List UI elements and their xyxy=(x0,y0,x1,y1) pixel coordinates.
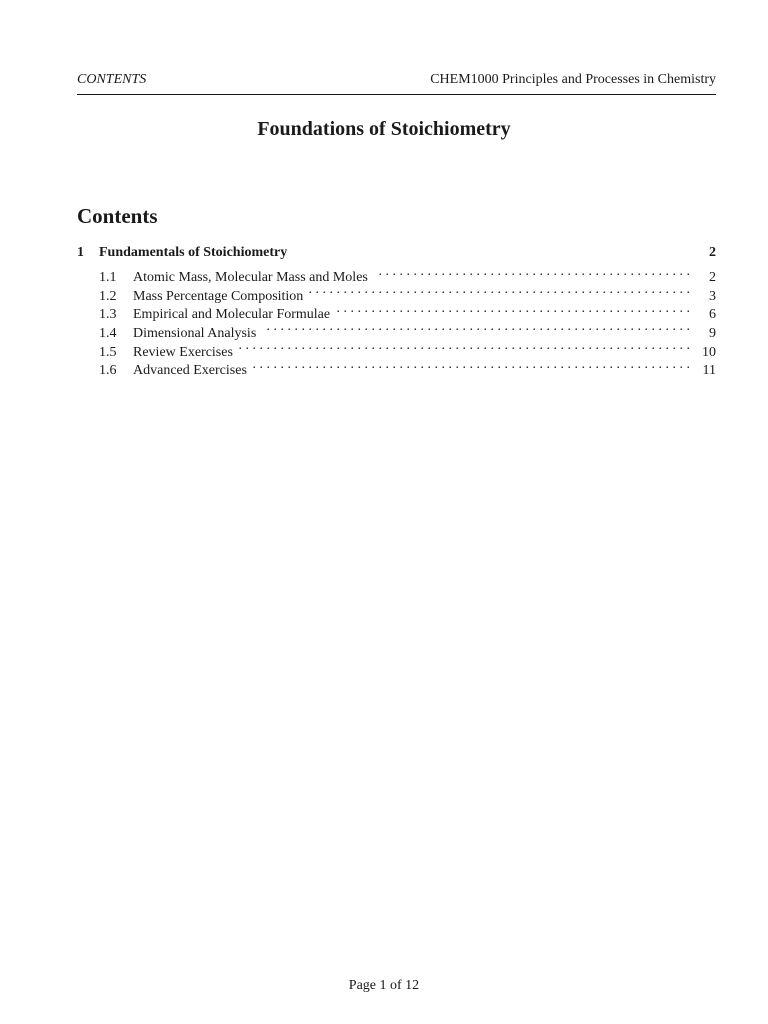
running-header xyxy=(77,72,716,95)
document-title: Foundations of Stoichiometry xyxy=(257,118,511,140)
toc-dot-leader xyxy=(262,318,690,337)
toc-subsection-page: 9 xyxy=(709,325,716,341)
toc-section-1[interactable] xyxy=(77,244,716,263)
toc-dot-leader xyxy=(253,356,690,375)
toc-subsection-page: 10 xyxy=(702,344,716,360)
toc-subsection-title: Atomic Mass, Molecular Mass and Moles xyxy=(133,270,368,286)
header-course-title: CHEM1000 Principles and Processes in Chemistry xyxy=(430,72,716,87)
toc-subsection-number: 1.1 xyxy=(99,270,117,286)
toc-subsection-page: 6 xyxy=(709,307,716,323)
toc-dot-leader xyxy=(239,337,690,356)
page-footer: Page 1 of 12 xyxy=(348,978,420,993)
toc-dot-leader xyxy=(374,263,690,282)
toc-heading: Contents xyxy=(77,204,158,228)
table-of-contents xyxy=(77,244,716,379)
header-left-label: CONTENTS xyxy=(77,72,147,87)
toc-subsection-number: 1.6 xyxy=(99,363,117,379)
toc-subsection-number: 1.3 xyxy=(99,307,117,323)
toc-subsection-title: Dimensional Analysis xyxy=(133,325,257,341)
toc-section-title: Fundamentals of Stoichiometry xyxy=(99,245,288,260)
toc-section-page: 2 xyxy=(709,245,716,260)
toc-subsection-title: Advanced Exercises xyxy=(133,363,247,379)
toc-subsection-number: 1.4 xyxy=(99,325,117,341)
toc-dot-leader xyxy=(336,300,690,319)
toc-section-number: 1 xyxy=(77,245,84,260)
toc-subsection-number: 1.5 xyxy=(99,344,117,360)
toc-subsection-number: 1.2 xyxy=(99,288,117,304)
toc-subsection-page: 3 xyxy=(709,288,716,304)
toc-subsection-1-1[interactable] xyxy=(77,263,716,286)
toc-dot-leader xyxy=(309,281,690,300)
toc-subsection-page: 2 xyxy=(709,270,716,286)
toc-subsection-title: Empirical and Molecular Formulae xyxy=(133,307,331,323)
toc-subsection-title: Mass Percentage Composition xyxy=(133,288,304,304)
toc-subsection-title: Review Exercises xyxy=(133,344,233,360)
toc-subsection-page: 11 xyxy=(702,363,716,379)
